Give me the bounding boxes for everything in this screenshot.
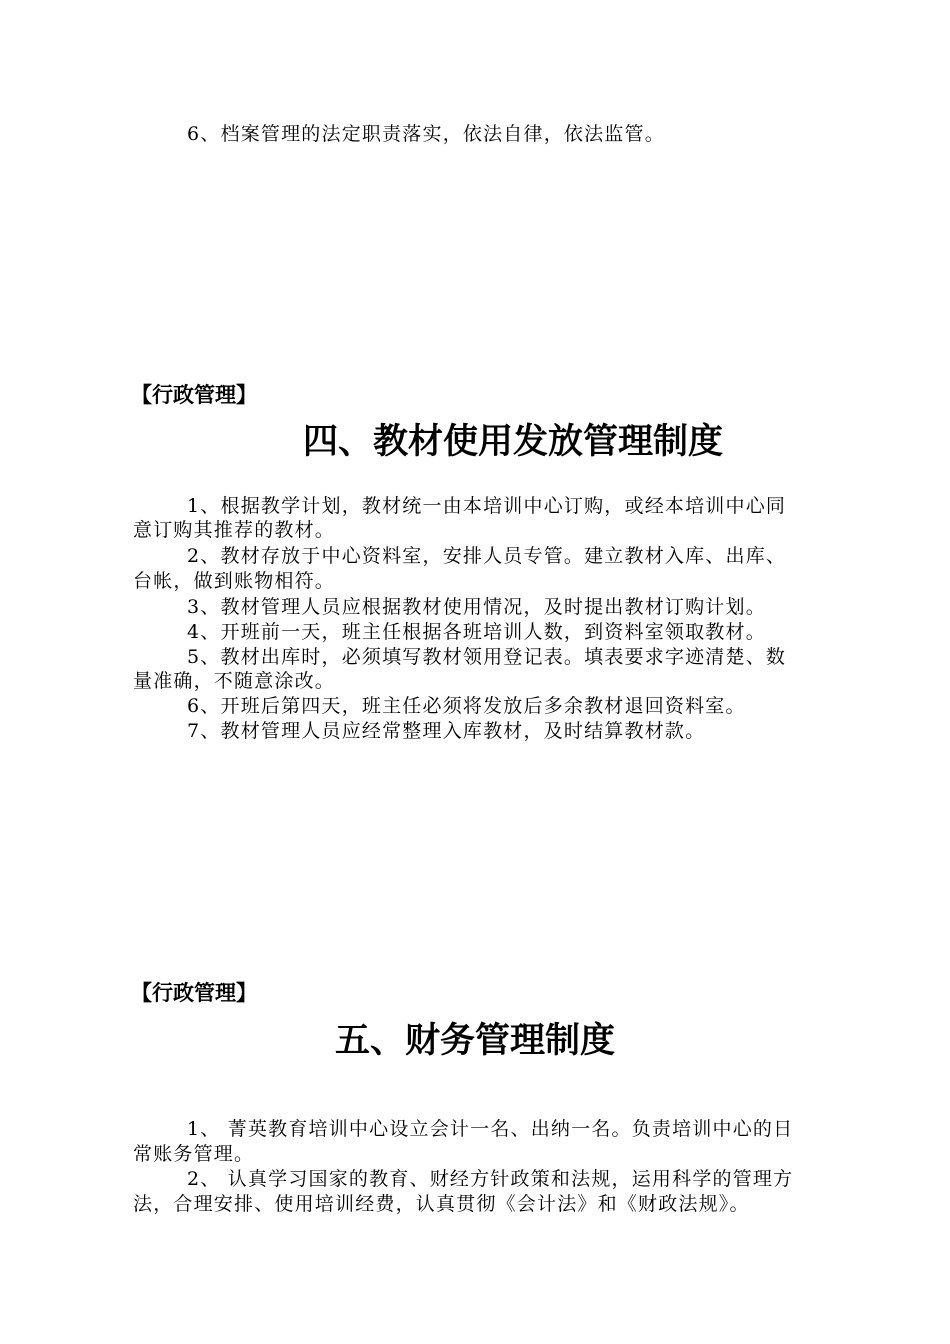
section4-line-5: 3、教材管理人员应根据教材使用情况，及时提出教材订购计划。 — [187, 596, 766, 618]
section4-line-9: 6、开班后第四天，班主任必须将发放后多余教材退回资料室。 — [187, 695, 746, 717]
section4-line-1: 1、根据教学计划，教材统一由本培训中心订购，或经本培训中心同 — [187, 495, 787, 517]
section5-category: 【行政管理】 — [131, 981, 257, 1005]
section4-line-10: 7、教材管理人员应经常整理入库教材，及时结算教材款。 — [187, 720, 706, 742]
section4-line-4: 台帐，做到账物相符。 — [133, 570, 336, 592]
section5-title: 五、财务管理制度 — [334, 1021, 615, 1061]
section4-title: 四、教材使用发放管理制度 — [302, 422, 723, 462]
section4-line-8: 量准确，不随意涂改。 — [133, 670, 336, 692]
section4-line-6: 4、开班前一天，班主任根据各班培训人数，到资料室领取教材。 — [187, 621, 766, 643]
section5-line-4: 法，合理安排、使用培训经费，认真贯彻《会计法》和《财政法规》。 — [133, 1193, 750, 1215]
archive-item-6: 6、档案管理的法定职责落实，依法自律，依法监管。 — [187, 123, 665, 145]
section5-line-2: 常账务管理。 — [133, 1143, 255, 1165]
section4-line-3: 2、教材存放于中心资料室，安排人员专管。建立教材入库、出库、 — [187, 545, 787, 567]
section4-line-7: 5、教材出库时，必须填写教材领用登记表。填表要求字迹清楚、数 — [187, 646, 787, 668]
section5-line-3: 2、 认真学习国家的教育、财经方针政策和法规，运用科学的管理方 — [187, 1168, 794, 1190]
section5-line-1: 1、 菁英教育培训中心设立会计一名、出纳一名。负责培训中心的日 — [187, 1118, 794, 1140]
section4-line-2: 意订购其推荐的教材。 — [133, 519, 336, 541]
section4-category: 【行政管理】 — [131, 383, 257, 407]
